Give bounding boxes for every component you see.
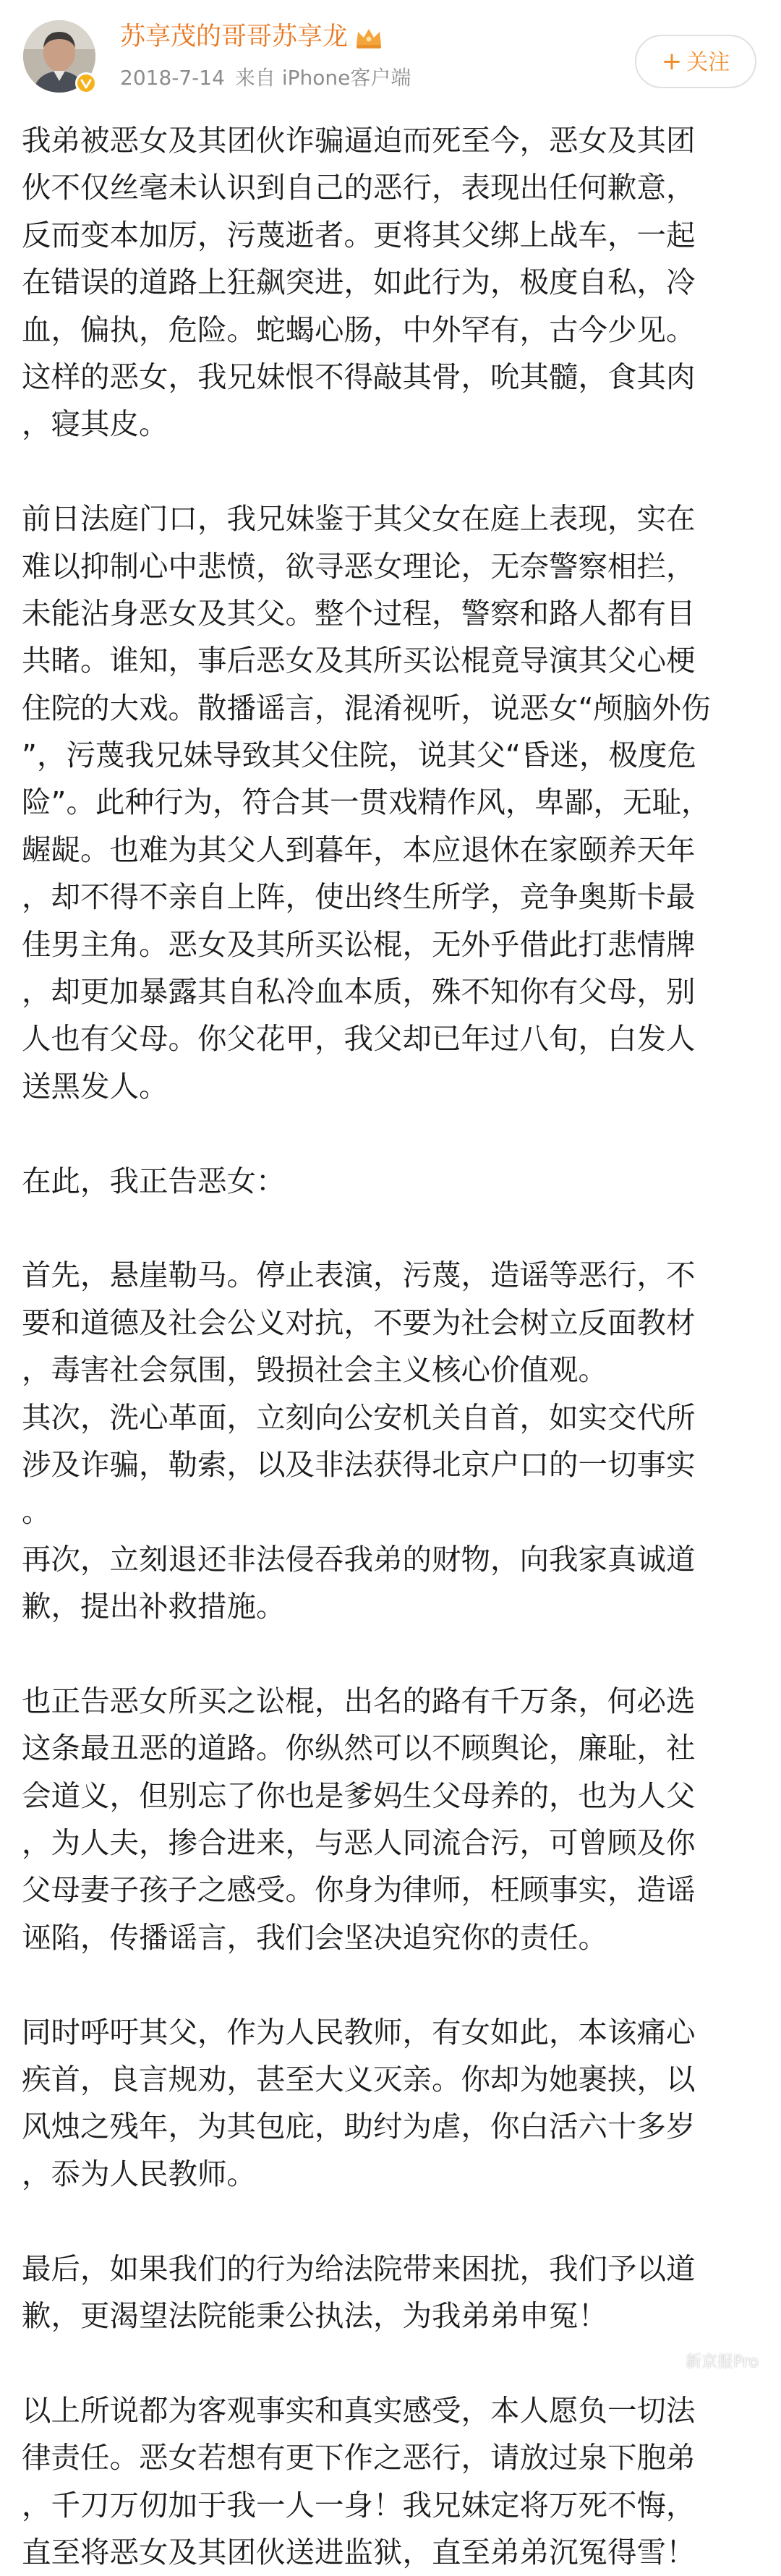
- post-text-line: 送黑发人。: [22, 1068, 168, 1104]
- post-text-line: 未能沾身恶女及其父。整个过程，警察和路人都有目: [22, 595, 696, 631]
- post-text-line: 在错误的道路上狂飙突进，如此行为，极度自私，冷: [22, 265, 696, 300]
- post-text-line: ，为人夫，掺合进来，与恶人同流合污，可曾顾及你: [22, 1825, 696, 1861]
- paragraph-gap: [22, 1631, 759, 1678]
- post-text-line: ，寝其皮。: [22, 406, 168, 442]
- post-text-line: 人也有父母。你父花甲，我父却已年过八旬，白发人: [22, 1021, 696, 1057]
- post-text-line: 这条最丑恶的道路。你纵然可以不顾舆论，廉耻，社: [22, 1731, 696, 1766]
- follow-label: 关注: [686, 50, 730, 75]
- post-text-line: 。: [22, 1494, 51, 1530]
- user-name[interactable]: [120, 20, 384, 54]
- post-text-line: 其次，洗心革面，立刻向公安机关自首，如实交代所: [22, 1399, 696, 1435]
- post-text-line: 最后，如果我们的行为给法院带来困扰，我们予以道: [22, 2251, 696, 2286]
- paragraph-gap: [22, 448, 759, 495]
- post-text-line: 也正告恶女所买之讼棍，出名的路有千万条，何必选: [22, 1683, 696, 1718]
- paragraph-gap: [22, 1110, 759, 1157]
- post-text-line: 住院的大戏。散播谣言，混淆视听，说恶女“颅脑外伤: [22, 690, 711, 725]
- post-meta: [120, 65, 411, 91]
- post-text-line: 再次，立刻退还非法侵吞我弟的财物，向我家真诚道: [22, 1541, 696, 1577]
- paragraph-gap: [22, 1205, 759, 1252]
- post-text-line: 疾首，良言规劝，甚至大义灭亲。你却为她裹挟，以: [22, 2062, 696, 2097]
- post-text-line: 父母妻子孩子之感受。你身为律师，枉顾事实，造谣: [22, 1872, 696, 1908]
- post-text-line: ，却更加暴露其自私冷血本质，殊不知你有父母，别: [22, 974, 696, 1010]
- post-text-line: 同时呼吁其父，作为人民教师，有女如此，本该痛心: [22, 2014, 696, 2050]
- post-text-line: 诬陷，传播谣言，我们会坚决追究你的责任。: [22, 1919, 607, 1955]
- post-text-line: 歉，提出补救措施。: [22, 1589, 286, 1624]
- post-source: 来自 iPhone客户端: [234, 66, 411, 90]
- post-text-line: 龌龊。也难为其父人到暮年，本应退休在家颐养天年: [22, 832, 696, 867]
- post-text-line: 在此，我正告恶女：: [22, 1163, 286, 1198]
- post-text-line: 伙不仅丝毫未认识到自己的恶行，表现出任何歉意，: [22, 170, 696, 205]
- paragraph-gap: [22, 1961, 759, 2008]
- post-text-line: 险”。此种行为，符合其一贯戏精作风，卑鄙，无耻，: [22, 785, 711, 820]
- post-text-line: 共睹。谁知，事后恶女及其所买讼棍竟导演其父心梗: [22, 643, 696, 678]
- post-text-line: ，千刀万仞加于我一人一身！我兄妹定将万死不悔，: [22, 2487, 696, 2522]
- post-text-line: 我弟被恶女及其团伙诈骗逼迫而死至今，恶女及其团: [22, 123, 696, 158]
- post-text-line: 前日法庭门口，我兄妹鉴于其父女在庭上表现，实在: [22, 501, 696, 537]
- post-text-line: ”，污蔑我兄妹导致其父住院，说其父“昏迷，极度危: [22, 738, 696, 773]
- post-text-line: 风烛之残年，为其包庇，助纣为虐，你白活六十多岁: [22, 2109, 696, 2144]
- post-text-line: ，却不得不亲自上阵，使出终生所学，竞争奥斯卡最: [22, 879, 696, 915]
- post-header: [0, 0, 781, 105]
- post-text-line: 直至将恶女及其团伙送进监狱，直至弟弟沉冤得雪！: [22, 2534, 696, 2569]
- paragraph-gap: [22, 2198, 759, 2245]
- plus-icon: +: [661, 47, 683, 76]
- post-text-line: 要和道德及社会公义对抗，不要为社会树立反面教材: [22, 1305, 696, 1340]
- post-text-line: 律责任。恶女若想有更下作之恶行，请放过泉下胞弟: [22, 2440, 696, 2475]
- post-text-line: 难以抑制心中悲愤，欲寻恶女理论，无奈警察相拦，: [22, 548, 696, 584]
- post-text-line: 以上所说都为客观事实和真实感受，本人愿负一切法: [22, 2392, 696, 2428]
- post-text-line: 首先，悬崖勒马。停止表演，污蔑，造谣等恶行，不: [22, 1258, 696, 1293]
- post-text-line: 佳男主角。恶女及其所买讼棍，无外乎借此打悲情牌: [22, 926, 696, 962]
- post-text-line: 反而变本加厉，污蔑逝者。更将其父绑上战车，一起: [22, 217, 696, 252]
- post-text-line: 歉，更渴望法院能秉公执法，为我弟弟申冤！: [22, 2298, 607, 2333]
- watermark: 新京报Pro: [686, 2353, 759, 2371]
- post-text-line: 这样的恶女，我兄妹恨不得敲其骨，吮其髓，食其肉: [22, 359, 696, 394]
- post-text-line: 会道义，但别忘了你也是爹妈生父母养的，也为人父: [22, 1778, 696, 1813]
- post-date: 2018-7-14: [120, 66, 225, 90]
- post-text-line: ，毒害社会氛围，毁损社会主义核心价值观。: [22, 1352, 607, 1388]
- verified-v-icon: [75, 72, 97, 94]
- post-text-line: 涉及诈骗，勒索，以及非法获得北京户口的一切事实: [22, 1446, 696, 1482]
- post-text-line: ，忝为人民教师。: [22, 2156, 256, 2191]
- user-name-text[interactable]: 苏享茂的哥哥苏享龙: [120, 22, 349, 51]
- post-body: [22, 117, 759, 2576]
- crown-member-icon: [354, 25, 384, 51]
- post-text-line: 血，偏执，危险。蛇蝎心肠，中外罕有，古今少见。: [22, 312, 696, 347]
- follow-button[interactable]: [635, 35, 756, 88]
